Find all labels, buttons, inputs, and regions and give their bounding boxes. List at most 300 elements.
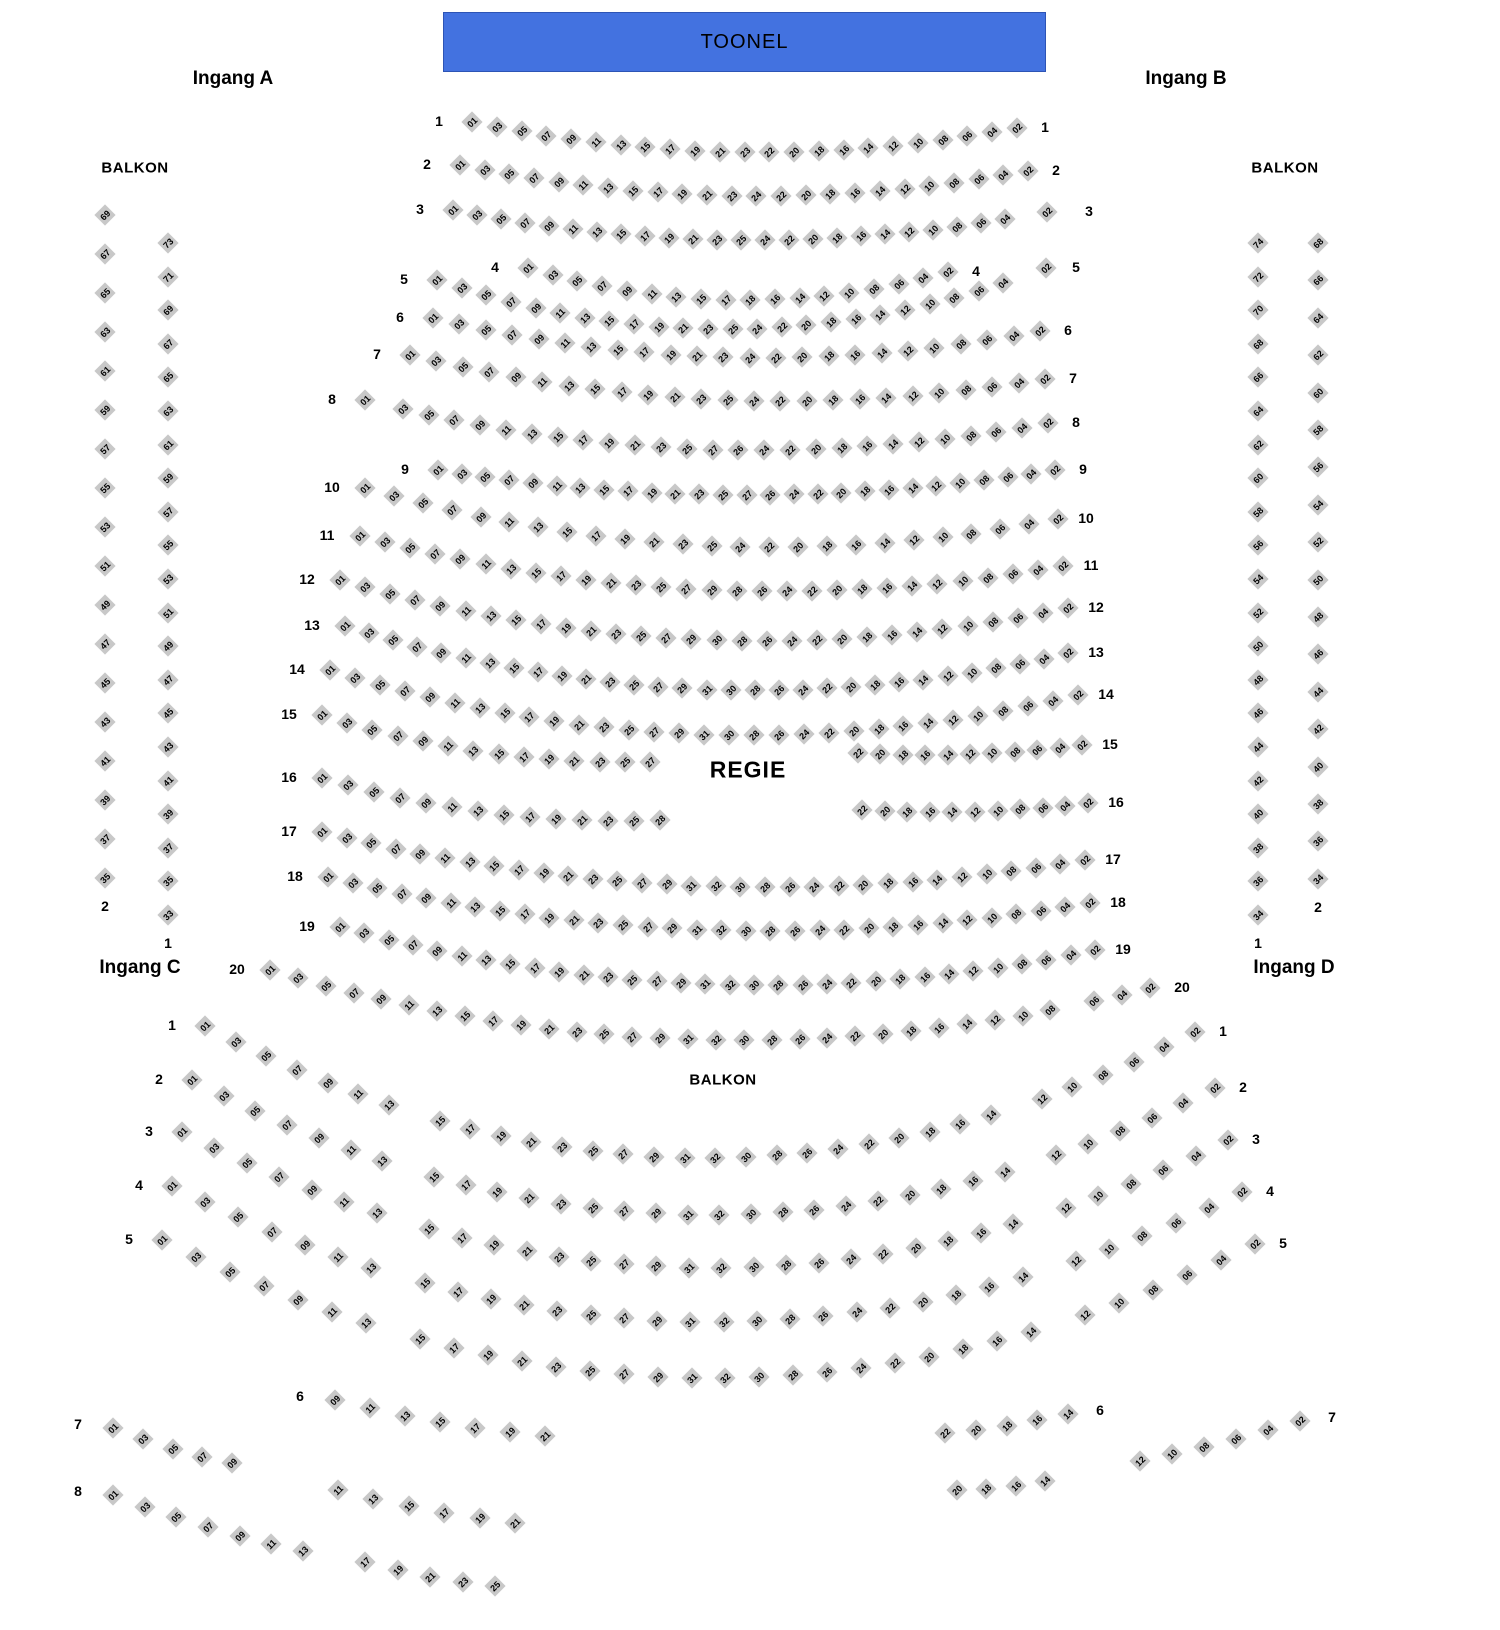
seat[interactable]: 25	[631, 626, 652, 647]
seat[interactable]: 27	[676, 578, 697, 599]
seat[interactable]: 20	[831, 482, 852, 503]
seat[interactable]: 22	[834, 919, 855, 940]
seat[interactable]: 02	[1079, 892, 1100, 913]
seat[interactable]: 01	[317, 866, 338, 887]
seat[interactable]: 66	[1307, 270, 1328, 291]
seat[interactable]: 25	[717, 389, 738, 410]
seat[interactable]: 18	[855, 481, 876, 502]
seat[interactable]: 09	[308, 1127, 329, 1148]
seat[interactable]: 23	[594, 717, 615, 738]
seat[interactable]: 10	[987, 800, 1008, 821]
seat[interactable]: 18	[816, 535, 837, 556]
seat[interactable]: 15	[484, 856, 505, 877]
seat[interactable]: 22	[845, 1026, 866, 1047]
seat[interactable]: 06	[977, 330, 998, 351]
seat[interactable]: 12	[1075, 1304, 1096, 1325]
seat[interactable]: 58	[1247, 501, 1268, 522]
seat[interactable]: 30	[720, 680, 741, 701]
seat[interactable]: 09	[450, 549, 471, 570]
seat[interactable]: 04	[982, 122, 1003, 143]
seat[interactable]: 24	[730, 536, 751, 557]
seat[interactable]: 03	[225, 1031, 246, 1052]
seat[interactable]: 52	[1247, 602, 1268, 623]
seat[interactable]: 05	[383, 630, 404, 651]
seat[interactable]: 31	[686, 919, 707, 940]
seat[interactable]: 05	[476, 285, 497, 306]
seat[interactable]: 49	[94, 594, 115, 615]
seat[interactable]: 04	[1042, 690, 1063, 711]
seat[interactable]: 23	[713, 347, 734, 368]
seat[interactable]: 23	[547, 1300, 568, 1321]
seat[interactable]: 09	[419, 687, 440, 708]
seat[interactable]: 09	[412, 731, 433, 752]
seat[interactable]: 20	[965, 1419, 986, 1440]
seat[interactable]: 45	[94, 672, 115, 693]
seat[interactable]: 12	[902, 385, 923, 406]
seat[interactable]: 09	[294, 1234, 315, 1255]
seat[interactable]: 54	[1247, 568, 1268, 589]
seat[interactable]: 15	[454, 1005, 475, 1026]
seat[interactable]: 01	[181, 1069, 202, 1090]
seat[interactable]: 19	[539, 907, 560, 928]
seat[interactable]: 16	[845, 308, 866, 329]
seat[interactable]: 14	[870, 304, 891, 325]
seat[interactable]: 05	[499, 164, 520, 185]
seat[interactable]: 09	[505, 367, 526, 388]
seat[interactable]: 28	[754, 877, 775, 898]
seat[interactable]: 08	[1142, 1279, 1163, 1300]
seat[interactable]: 55	[157, 535, 178, 556]
seat[interactable]: 07	[425, 544, 446, 565]
seat[interactable]: 14	[937, 744, 958, 765]
seat[interactable]: 27	[648, 676, 669, 697]
seat[interactable]: 06	[968, 169, 989, 190]
seat[interactable]: 01	[102, 1484, 123, 1505]
seat[interactable]: 18	[938, 1231, 959, 1252]
seat[interactable]: 17	[455, 1174, 476, 1195]
seat[interactable]: 28	[731, 630, 752, 651]
seat[interactable]: 01	[329, 569, 350, 590]
seat[interactable]: 03	[132, 1428, 153, 1449]
seat[interactable]: 11	[348, 1084, 369, 1105]
seat[interactable]: 16	[970, 1223, 991, 1244]
seat[interactable]: 13	[666, 286, 687, 307]
seat[interactable]: 05	[369, 674, 390, 695]
seat[interactable]: 50	[1307, 569, 1328, 590]
seat[interactable]: 50	[1247, 636, 1268, 657]
seat[interactable]: 02	[1034, 368, 1055, 389]
seat[interactable]: 05	[363, 781, 384, 802]
seat[interactable]: 29	[647, 1310, 668, 1331]
seat[interactable]: 59	[94, 399, 115, 420]
seat[interactable]: 23	[650, 437, 671, 458]
seat[interactable]: 18	[818, 346, 839, 367]
seat[interactable]: 24	[809, 920, 830, 941]
seat[interactable]: 08	[1132, 1226, 1153, 1247]
seat[interactable]: 17	[647, 182, 668, 203]
seat[interactable]: 02	[1052, 555, 1073, 576]
seat[interactable]: 23	[597, 967, 618, 988]
seat[interactable]: 19	[387, 1560, 408, 1581]
seat[interactable]: 09	[548, 172, 569, 193]
seat[interactable]: 13	[476, 950, 497, 971]
seat[interactable]: 05	[362, 719, 383, 740]
seat[interactable]: 56	[1307, 457, 1328, 478]
seat[interactable]: 21	[511, 1351, 532, 1372]
seat[interactable]: 31	[677, 1204, 698, 1225]
seat[interactable]: 01	[161, 1175, 182, 1196]
seat[interactable]: 24	[783, 484, 804, 505]
seat[interactable]: 24	[747, 318, 768, 339]
seat[interactable]: 17	[514, 904, 535, 925]
seat[interactable]: 53	[157, 568, 178, 589]
seat[interactable]: 20	[843, 721, 864, 742]
seat[interactable]: 45	[157, 703, 178, 724]
seat[interactable]: 19	[510, 1014, 531, 1035]
seat[interactable]: 20	[870, 743, 891, 764]
seat[interactable]: 24	[827, 1138, 848, 1159]
seat[interactable]: 29	[681, 629, 702, 650]
seat[interactable]: 02	[1231, 1181, 1252, 1202]
seat[interactable]: 16	[845, 344, 866, 365]
seat[interactable]: 65	[157, 367, 178, 388]
seat[interactable]: 48	[1307, 606, 1328, 627]
seat[interactable]: 03	[213, 1085, 234, 1106]
seat[interactable]: 19	[487, 1182, 508, 1203]
seat[interactable]: 04	[1257, 1420, 1278, 1441]
seat[interactable]: 19	[490, 1125, 511, 1146]
seat[interactable]: 23	[690, 388, 711, 409]
seat[interactable]: 28	[760, 920, 781, 941]
seat[interactable]: 08	[1001, 861, 1022, 882]
seat[interactable]: 18	[919, 1121, 940, 1142]
seat[interactable]: 12	[926, 475, 947, 496]
seat[interactable]: 22	[841, 972, 862, 993]
seat[interactable]: 01	[354, 477, 375, 498]
seat[interactable]: 10	[922, 219, 943, 240]
seat[interactable]: 12	[898, 222, 919, 243]
seat[interactable]: 26	[817, 1361, 838, 1382]
seat[interactable]: 16	[845, 182, 866, 203]
seat[interactable]: 12	[927, 573, 948, 594]
seat[interactable]: 32	[711, 1257, 732, 1278]
seat[interactable]: 15	[500, 954, 521, 975]
seat[interactable]: 19	[648, 316, 669, 337]
seat[interactable]: 21	[521, 1131, 542, 1152]
seat[interactable]: 48	[1247, 669, 1268, 690]
seat[interactable]: 05	[511, 121, 532, 142]
seat[interactable]: 06	[957, 126, 978, 147]
seat[interactable]: 29	[647, 1366, 668, 1387]
seat[interactable]: 02	[937, 261, 958, 282]
seat[interactable]: 46	[1247, 703, 1268, 724]
seat[interactable]: 20	[792, 347, 813, 368]
seat[interactable]: 27	[639, 751, 660, 772]
seat[interactable]: 08	[946, 216, 967, 237]
seat[interactable]: 20	[919, 1346, 940, 1367]
seat[interactable]: 21	[580, 621, 601, 642]
seat[interactable]: 20	[899, 1185, 920, 1206]
seat[interactable]: 29	[672, 678, 693, 699]
seat[interactable]: 25	[622, 969, 643, 990]
seat[interactable]: 07	[536, 125, 557, 146]
seat[interactable]: 12	[984, 1010, 1005, 1031]
seat[interactable]: 25	[579, 1361, 600, 1382]
seat[interactable]: 19	[538, 749, 559, 770]
seat[interactable]: 05	[166, 1507, 187, 1528]
seat[interactable]: 40	[1247, 804, 1268, 825]
seat[interactable]: 09	[371, 989, 392, 1010]
seat[interactable]: 32	[713, 1311, 734, 1332]
seat[interactable]: 26	[804, 1199, 825, 1220]
seat[interactable]: 11	[340, 1139, 361, 1160]
seat[interactable]: 19	[545, 808, 566, 829]
seat[interactable]: 26	[784, 920, 805, 941]
seat[interactable]: 47	[94, 633, 115, 654]
seat[interactable]: 51	[157, 602, 178, 623]
seat[interactable]: 25	[581, 1250, 602, 1271]
seat[interactable]: 02	[1047, 508, 1068, 529]
seat[interactable]: 23	[734, 141, 755, 162]
seat[interactable]: 18	[890, 969, 911, 990]
seat[interactable]: 14	[927, 869, 948, 890]
seat[interactable]: 18	[946, 1284, 967, 1305]
seat[interactable]: 06	[968, 280, 989, 301]
seat[interactable]: 17	[573, 430, 594, 451]
seat[interactable]: 11	[441, 797, 462, 818]
seat[interactable]: 20	[853, 874, 874, 895]
seat[interactable]: 14	[994, 1161, 1015, 1182]
seat[interactable]: 17	[527, 662, 548, 683]
seat[interactable]: 57	[94, 438, 115, 459]
seat[interactable]: 14	[874, 224, 895, 245]
seat[interactable]: 18	[900, 1021, 921, 1042]
seat[interactable]: 43	[94, 711, 115, 732]
seat[interactable]: 07	[479, 362, 500, 383]
seat[interactable]: 25	[582, 1141, 603, 1162]
seat[interactable]: 05	[475, 319, 496, 340]
seat[interactable]: 20	[873, 1023, 894, 1044]
seat[interactable]: 64	[1307, 307, 1328, 328]
seat[interactable]: 31	[681, 875, 702, 896]
seat[interactable]: 26	[751, 581, 772, 602]
seat[interactable]: 04	[1198, 1197, 1219, 1218]
seat[interactable]: 30	[706, 630, 727, 651]
seat[interactable]: 06	[1027, 739, 1048, 760]
seat[interactable]: 58	[1307, 419, 1328, 440]
seat[interactable]: 21	[514, 1295, 535, 1316]
seat[interactable]: 02	[1139, 977, 1160, 998]
seat[interactable]: 22	[867, 1191, 888, 1212]
seat[interactable]: 14	[942, 801, 963, 822]
seat[interactable]: 09	[528, 329, 549, 350]
seat[interactable]: 21	[564, 750, 585, 771]
seat[interactable]: 07	[405, 589, 426, 610]
seat[interactable]: 13	[459, 852, 480, 873]
seat[interactable]: 24	[754, 229, 775, 250]
seat[interactable]: 13	[427, 1000, 448, 1021]
seat[interactable]: 24	[851, 1357, 872, 1378]
seat[interactable]: 22	[873, 1243, 894, 1264]
seat[interactable]: 28	[744, 680, 765, 701]
seat[interactable]: 12	[883, 135, 904, 156]
seat[interactable]: 13	[500, 558, 521, 579]
seat[interactable]: 05	[380, 583, 401, 604]
seat[interactable]: 23	[551, 1137, 572, 1158]
seat[interactable]: 11	[321, 1301, 342, 1322]
seat[interactable]: 26	[768, 680, 789, 701]
seat[interactable]: 17	[623, 314, 644, 335]
seat[interactable]: 16	[849, 389, 870, 410]
seat[interactable]: 05	[162, 1438, 183, 1459]
seat[interactable]: 04	[1050, 853, 1071, 874]
seat[interactable]: 07	[389, 787, 410, 808]
seat[interactable]: 05	[378, 929, 399, 950]
seat[interactable]: 22	[759, 141, 780, 162]
seat[interactable]: 16	[962, 1170, 983, 1191]
seat[interactable]: 08	[1109, 1121, 1130, 1142]
seat[interactable]: 02	[1184, 1021, 1205, 1042]
seat[interactable]: 30	[733, 1030, 754, 1051]
seat[interactable]: 10	[907, 132, 928, 153]
seat[interactable]: 24	[743, 390, 764, 411]
seat[interactable]: 61	[94, 360, 115, 381]
seat[interactable]: 19	[684, 140, 705, 161]
seat[interactable]: 29	[662, 918, 683, 939]
seat[interactable]: 03	[542, 264, 563, 285]
seat[interactable]: 15	[419, 1219, 440, 1240]
seat[interactable]: 06	[1036, 949, 1057, 970]
seat[interactable]: 25	[712, 484, 733, 505]
seat[interactable]: 19	[499, 1422, 520, 1443]
seat[interactable]: 06	[1009, 653, 1030, 674]
seat[interactable]: 25	[651, 576, 672, 597]
seat[interactable]: 19	[551, 665, 572, 686]
seat[interactable]: 22	[770, 390, 791, 411]
seat[interactable]: 22	[885, 1352, 906, 1373]
seat[interactable]: 23	[706, 229, 727, 250]
seat[interactable]: 15	[547, 427, 568, 448]
seat[interactable]: 17	[585, 525, 606, 546]
seat[interactable]: 18	[826, 227, 847, 248]
seat[interactable]: 13	[394, 1405, 415, 1426]
seat[interactable]: 64	[1247, 400, 1268, 421]
seat[interactable]: 14	[871, 342, 892, 363]
seat[interactable]: 17	[451, 1227, 472, 1248]
seat[interactable]: 07	[592, 276, 613, 297]
seat[interactable]: 10	[976, 864, 997, 885]
seat[interactable]: 06	[1030, 900, 1051, 921]
seat[interactable]: 23	[672, 533, 693, 554]
seat[interactable]: 32	[705, 876, 726, 897]
seat[interactable]: 27	[622, 1026, 643, 1047]
seat[interactable]: 07	[444, 410, 465, 431]
seat[interactable]: 11	[554, 333, 575, 354]
seat[interactable]: 12	[963, 961, 984, 982]
seat[interactable]: 22	[847, 742, 868, 763]
seat[interactable]: 27	[736, 484, 757, 505]
seat[interactable]: 09	[525, 297, 546, 318]
seat[interactable]: 10	[839, 282, 860, 303]
seat[interactable]: 18	[953, 1339, 974, 1360]
seat[interactable]: 15	[429, 1110, 450, 1131]
seat[interactable]: 11	[495, 419, 516, 440]
seat[interactable]: 21	[673, 318, 694, 339]
seat[interactable]: 21	[573, 964, 594, 985]
seat[interactable]: 28	[783, 1364, 804, 1385]
seat[interactable]: 01	[319, 659, 340, 680]
seat[interactable]: 05	[452, 356, 473, 377]
seat[interactable]: 23	[588, 912, 609, 933]
seat[interactable]: 07	[394, 681, 415, 702]
seat[interactable]: 73	[157, 232, 178, 253]
seat[interactable]: 22	[828, 875, 849, 896]
seat[interactable]: 44	[1307, 681, 1328, 702]
seat[interactable]: 18	[868, 718, 889, 739]
seat[interactable]: 26	[728, 440, 749, 461]
seat[interactable]: 10	[952, 570, 973, 591]
seat[interactable]: 01	[329, 916, 350, 937]
seat[interactable]: 15	[557, 521, 578, 542]
seat[interactable]: 20	[796, 390, 817, 411]
seat[interactable]: 16	[919, 801, 940, 822]
seat[interactable]: 09	[538, 215, 559, 236]
seat[interactable]: 19	[533, 862, 554, 883]
seat[interactable]: 21	[643, 531, 664, 552]
seat[interactable]: 60	[1247, 468, 1268, 489]
seat[interactable]: 21	[563, 910, 584, 931]
seat[interactable]: 08	[1092, 1064, 1113, 1085]
seat[interactable]: 19	[614, 528, 635, 549]
seat[interactable]: 10	[957, 615, 978, 636]
seat[interactable]: 14	[874, 532, 895, 553]
seat[interactable]: 22	[779, 439, 800, 460]
seat[interactable]: 27	[702, 439, 723, 460]
seat[interactable]: 09	[522, 472, 543, 493]
seat[interactable]: 14	[938, 964, 959, 985]
seat[interactable]: 30	[730, 876, 751, 897]
seat[interactable]: 15	[599, 311, 620, 332]
seat[interactable]: 21	[696, 185, 717, 206]
seat[interactable]: 26	[797, 1142, 818, 1163]
seat[interactable]: 28	[779, 1309, 800, 1330]
seat[interactable]: 05	[412, 493, 433, 514]
seat[interactable]: 02	[1044, 459, 1065, 480]
seat[interactable]: 32	[705, 1147, 726, 1168]
seat[interactable]: 17	[634, 225, 655, 246]
seat[interactable]: 01	[422, 307, 443, 328]
seat[interactable]: 04	[913, 268, 934, 289]
seat[interactable]: 13	[480, 605, 501, 626]
seat[interactable]: 14	[876, 387, 897, 408]
seat[interactable]: 27	[614, 1201, 635, 1222]
seat[interactable]: 07	[441, 500, 462, 521]
seat[interactable]: 19	[555, 617, 576, 638]
seat[interactable]: 18	[897, 801, 918, 822]
seat[interactable]: 08	[973, 470, 994, 491]
seat[interactable]: 23	[582, 868, 603, 889]
seat[interactable]: 26	[813, 1306, 834, 1327]
seat[interactable]: 07	[253, 1276, 274, 1297]
seat[interactable]: 04	[1185, 1145, 1206, 1166]
seat[interactable]: 12	[951, 867, 972, 888]
seat[interactable]: 15	[398, 1495, 419, 1516]
seat[interactable]: 23	[452, 1572, 473, 1593]
seat[interactable]: 19	[641, 482, 662, 503]
seat[interactable]: 04	[1055, 897, 1076, 918]
seat[interactable]: 18	[931, 1178, 952, 1199]
seat[interactable]: 06	[970, 213, 991, 234]
